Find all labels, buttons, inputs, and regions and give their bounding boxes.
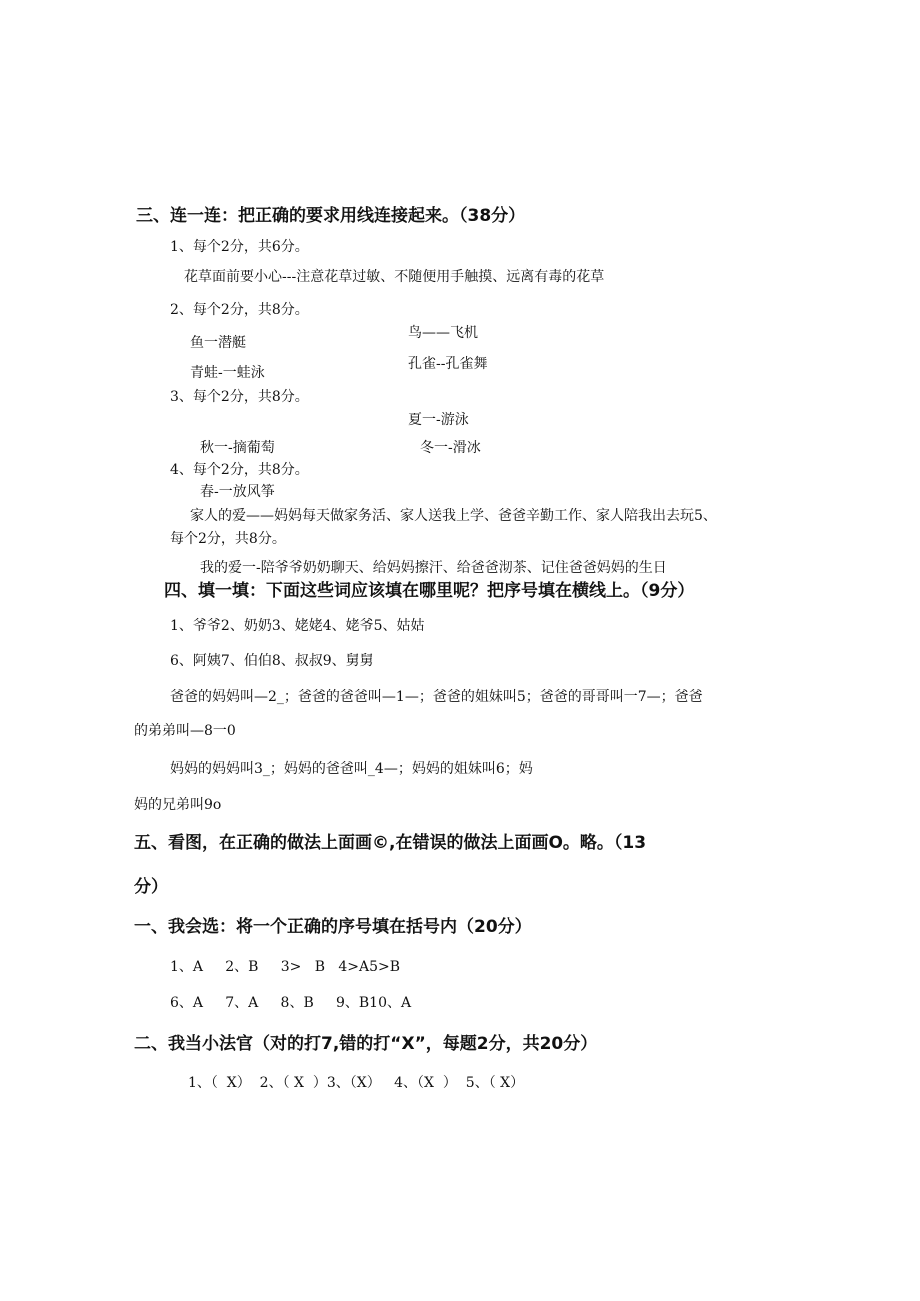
section4-answer-mom-side: 妈妈的妈妈叫3_；妈妈的爸爸叫_4—；妈妈的姐妹叫6；妈: [170, 761, 533, 777]
section4-answer-mom-side-cont: 妈的兄弟叫9o: [134, 797, 222, 813]
section3-q1-label: 1、每个2分，共6分。: [170, 239, 309, 255]
section3-q2-label: 2、每个2分，共8分。: [170, 302, 309, 318]
section4-answer-dad-side-cont: 的弟弟叫—8一0: [134, 723, 236, 739]
match-pair-autumn: 秋一-摘葡萄: [200, 440, 275, 456]
match-pair-winter: 冬一-滑冰: [420, 440, 481, 456]
section2-answers: 1、（ X） 2、（ X ）3、（X） 4、（X ） 5、（ X）: [188, 1075, 525, 1091]
section5-heading: 五、看图，在正确的做法上面画©,在错误的做法上面画O。略。（13: [134, 833, 647, 853]
match-pair-frog: 青蛙-一蛙泳: [190, 365, 265, 381]
section1-answers-row1: 1、A 2、B 3> B 4>A5>B: [170, 959, 401, 975]
family-love-line: 家人的爱——妈妈每天做家务活、家人送我上学、爸爸辛勤工作、家人陪我出去玩5、: [190, 508, 717, 524]
section1-answers-row2: 6、A 7、A 8、B 9、B10、A: [170, 995, 412, 1011]
section4-heading: 四、填一填：下面这些词应该填在哪里呢？把序号填在横线上。（9分）: [164, 581, 695, 601]
match-pair-fish: 鱼一潜艇: [190, 335, 246, 351]
section3-heading: 三、连一连：把正确的要求用线连接起来。（38分）: [136, 206, 526, 226]
section4-options-1: 1、爷爷2、奶奶3、姥姥4、姥爷5、姑姑: [170, 618, 425, 634]
match-pair-bird: 鸟——飞机: [408, 325, 478, 341]
section4-answer-dad-side: 爸爸的妈妈叫—2_；爸爸的爸爸叫—1—；爸爸的姐妹叫5；爸爸的哥哥叫一7—；爸爸: [170, 689, 703, 705]
section3-q1-line: 花草面前要小心---注意花草过敏、不随便用手触摸、远离有毒的花草: [184, 269, 605, 285]
section2-heading: 二、我当小法官（对的打7,错的打“X”，每题2分，共20分）: [134, 1034, 598, 1054]
my-love-line: 我的爱一-陪爷爷奶奶聊天、给妈妈擦汗、给爸爸沏茶、记住爸爸妈妈的生日: [200, 560, 667, 576]
section3-q3-label: 3、每个2分，共8分。: [170, 389, 309, 405]
family-love-score: 每个2分，共8分。: [170, 531, 286, 547]
section4-options-2: 6、阿姨7、伯伯8、叔叔9、舅舅: [170, 653, 374, 669]
section5-heading-cont: 分）: [134, 877, 168, 897]
section1-heading: 一、我会选：将一个正确的序号填在括号内（20分）: [134, 917, 532, 937]
section3-q4-label: 4、每个2分，共8分。: [170, 462, 309, 478]
match-pair-summer: 夏一-游泳: [408, 412, 469, 428]
match-pair-peacock: 孔雀--孔雀舞: [408, 356, 488, 372]
match-pair-spring: 春-一放风筝: [200, 484, 275, 500]
